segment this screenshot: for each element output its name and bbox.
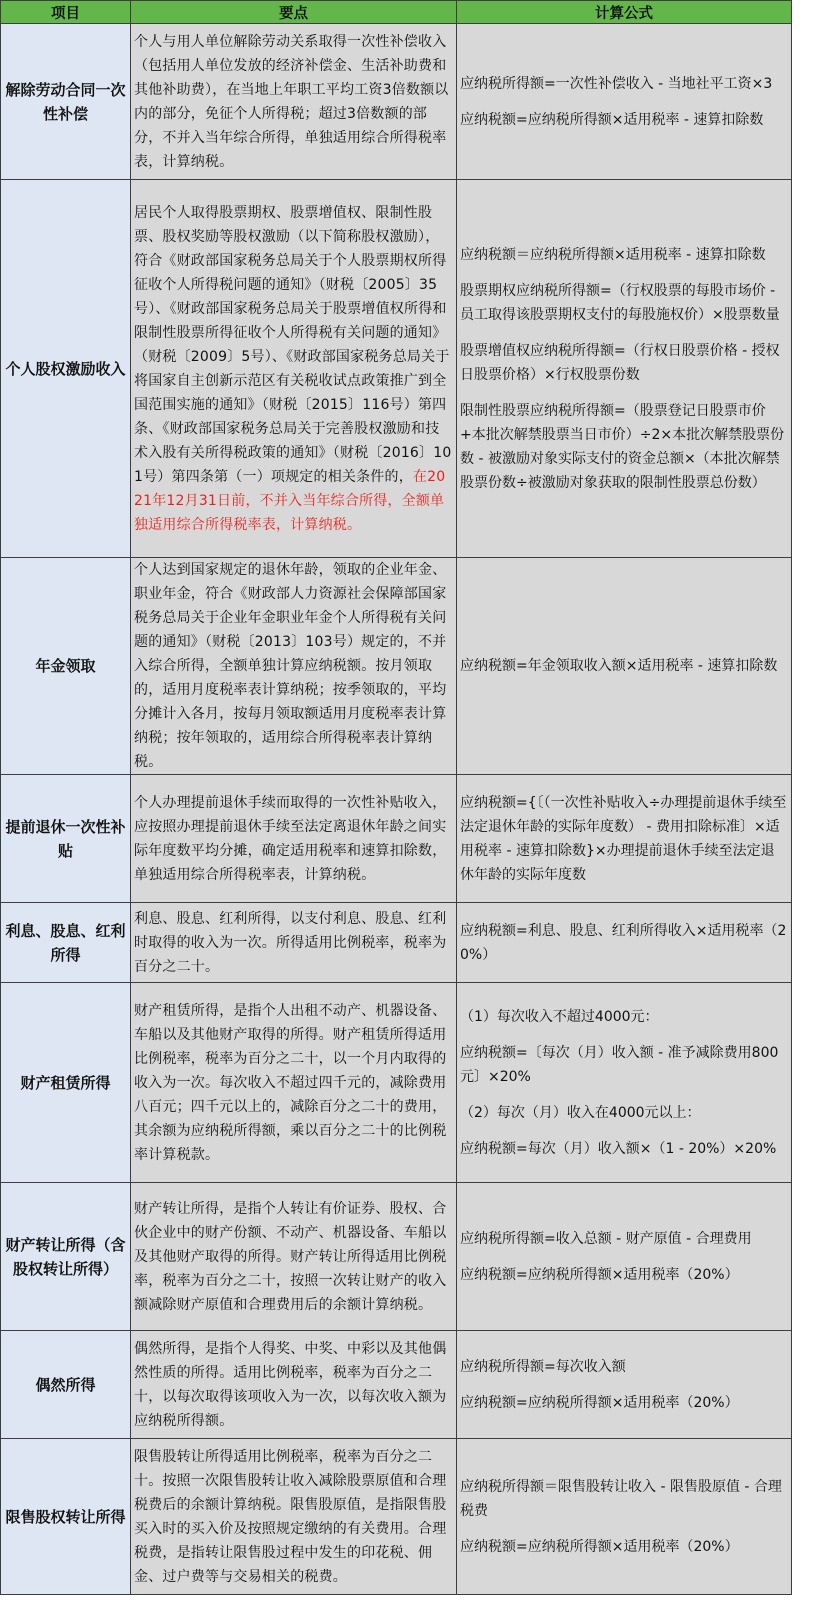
table-row	[1, 983, 792, 1183]
points-cell: 个人达到国家规定的退休年龄，领取的企业年金、职业年金，符合《财政部人力资源社会保障部国家税务总局关于企业年金职业年金个人所得税有关问题的通知》（财税〔2013〕103号）规定的，不并入综合所得，全额单独计算应纳税额。按月领取的，适用月度税率表计算纳税；按季领取的，平均分摊计入各月，按每月领取额适用月度税率表计算纳税；按年领取的，适用综合所得税率表计算纳税。	[131, 558, 457, 775]
points-cell: 偶然所得，是指个人得奖、中奖、中彩以及其他偶然性质的所得。适用比例税率，税率为百分之二十，以每次取得该项收入为一次，以每次收入额为应纳税所得额。	[131, 1331, 457, 1439]
table-row	[1, 24, 792, 180]
header-formula: 计算公式	[457, 1, 792, 24]
formula-line: 应纳税所得额=收入总额 - 财产原值 - 合理费用	[460, 1230, 752, 1247]
formula-cell	[457, 180, 792, 558]
formula-line: 应纳税额=年金领取收入额×适用税率 - 速算扣除数	[460, 658, 778, 674]
formula-line: 股票增值权应纳税所得额=（行权日股票价格 - 授权日股票价格）×行权股票份数	[460, 342, 780, 383]
formula-cell	[457, 775, 792, 903]
formula-line: 应纳税额={〔（一次性补贴收入÷办理提前退休手续至法定退休年龄的实际年度数） - 费用扣除标准〕×适用税率 - 速算扣除数}×办理提前退休手续至法定退休年龄的实际年度数	[460, 794, 787, 883]
table-row	[1, 903, 792, 983]
points-cell	[131, 180, 457, 558]
formula-line: 应纳税额=应纳税所得额×适用税率（20%）	[460, 1266, 739, 1283]
item-cell: 年金领取	[1, 558, 131, 775]
item-cell: 限售股权转让所得	[1, 1439, 131, 1595]
item-cell: 偶然所得	[1, 1331, 131, 1439]
formula-line: 限制性股票应纳税所得额=（股票登记日股票市价+本批次解禁股票当日市价）÷2×本批次解禁股票份数 - 被激励对象实际支付的资金总额×（本批次解禁股票份数÷被激励对象获取的限制性股票总份数）	[460, 402, 785, 491]
formula-line: 应纳税额=〔每次（月）收入额 - 准予减除费用800元〕×20%	[460, 1044, 779, 1085]
formula-line: 应纳税额=应纳税所得额×适用税率 - 速算扣除数	[460, 111, 764, 128]
formula-line: 应纳税额=利息、股息、红利所得收入×适用税率（20%）	[460, 922, 787, 963]
header-item: 项目	[1, 1, 131, 24]
points-text: 居民个人取得股票期权、股票增值权、限制性股票、股权奖励等股权激励（以下简称股权激励），符合《财政部国家税务总局关于个人股票期权所得征收个人所得税问题的通知》（财税〔2005〕35号）、《财政部国家税务总局关于股票增值权所得和限制性股票所得征收个人所得税有关问题的通知》（财税〔2009〕5号）、《财政部国家税务总局关于将国家自主创新示范区有关税收试点政策推广到全国范围实施的通知》（财税〔2015〕116号）第四条、《财政部国家税务总局关于完善股权激励和技术入股有关所得税政策的通知》（财税〔2016〕101号）第四条第（一）项规定的相关条件的，	[134, 204, 452, 485]
formula-cell	[457, 24, 792, 180]
item-cell: 财产转让所得（含股权转让所得）	[1, 1183, 131, 1331]
points-cell: 利息、股息、红利所得，以支付利息、股息、红利时取得的收入为一次。所得适用比例税率，税率为百分之二十。	[131, 903, 457, 983]
table-row	[1, 180, 792, 558]
formula-line: （2）每次（月）收入在4000元以上：	[460, 1104, 701, 1121]
points-cell: 财产转让所得，是指个人转让有价证券、股权、合伙企业中的财产份额、不动产、机器设备、车船以及其他财产取得的所得。财产转让所得适用比例税率，税率为百分之二十，按照一次转让财产的收入额减除财产原值和合理费用后的余额计算纳税。	[131, 1183, 457, 1331]
table-row	[1, 558, 792, 775]
table-row	[1, 775, 792, 903]
formula-line: 应纳税所得额=每次收入额	[460, 1358, 626, 1375]
formula-cell	[457, 1331, 792, 1439]
formula-cell	[457, 1439, 792, 1595]
formula-line: 应纳税额＝应纳税所得额×适用税率 - 速算扣除数	[460, 246, 766, 263]
header-row	[1, 1, 792, 24]
item-cell: 个人股权激励收入	[1, 180, 131, 558]
item-cell: 解除劳动合同一次性补偿	[1, 24, 131, 180]
points-highlight: 在2021年12月31日前，不并入当年综合所得，全额单独适用综合所得税率表，计算纳税。	[134, 468, 446, 533]
points-cell: 限售股转让所得适用比例税率，税率为百分之二十。按照一次限售股转让收入减除股票原值和合理税费后的余额计算纳税。限售股原值，是指限售股买入时的买入价及按照规定缴纳的有关费用。合理税费，是指转让限售股过程中发生的印花税、佣金、过户费等与交易相关的税费。	[131, 1439, 457, 1595]
formula-line: （1）每次收入不超过4000元：	[460, 1008, 659, 1025]
formula-line: 股票期权应纳税所得额=（行权股票的每股市场价 - 员工取得该股票期权支付的每股施权价）×股票数量	[460, 282, 780, 323]
formula-cell	[457, 983, 792, 1183]
formula-cell	[457, 558, 792, 775]
table-row	[1, 1331, 792, 1439]
item-cell: 利息、股息、红利所得	[1, 903, 131, 983]
formula-cell	[457, 903, 792, 983]
formula-cell	[457, 1183, 792, 1331]
formula-line: 应纳税额=应纳税所得额×适用税率（20%）	[460, 1394, 739, 1411]
formula-line: 应纳税额=应纳税所得额×适用税率（20%）	[460, 1538, 739, 1555]
formula-line: 应纳税额=每次（月）收入额×（1 - 20%）×20%	[460, 1140, 777, 1157]
formula-line: 应纳税所得额＝限售股转让收入 - 限售股原值 - 合理税费	[460, 1478, 782, 1519]
item-cell: 财产租赁所得	[1, 983, 131, 1183]
points-cell: 个人与用人单位解除劳动关系取得一次性补偿收入（包括用人单位发放的经济补偿金、生活补助费和其他补助费），在当地上年职工平均工资3倍数额以内的部分，免征个人所得税；超过3倍数额的部分，不并入当年综合所得，单独适用综合所得税率表，计算纳税。	[131, 24, 457, 180]
table-row	[1, 1183, 792, 1331]
points-cell: 财产租赁所得，是指个人出租不动产、机器设备、车船以及其他财产取得的所得。财产租赁所得适用比例税率，税率为百分之二十，以一个月内取得的收入为一次。每次收入不超过四千元的，减除费用八百元；四千元以上的，减除百分之二十的费用，其余额为应纳税所得额，乘以百分之二十的比例税率计算税款。	[131, 983, 457, 1183]
table-row	[1, 1439, 792, 1595]
points-cell: 个人办理提前退休手续而取得的一次性补贴收入，应按照办理提前退休手续至法定离退休年龄之间实际年度数平均分摊，确定适用税率和速算扣除数，单独适用综合所得税率表，计算纳税。	[131, 775, 457, 903]
header-points: 要点	[131, 1, 457, 24]
item-cell: 提前退休一次性补贴	[1, 775, 131, 903]
formula-line: 应纳税所得额=一次性补偿收入 - 当地社平工资×3	[460, 75, 773, 92]
